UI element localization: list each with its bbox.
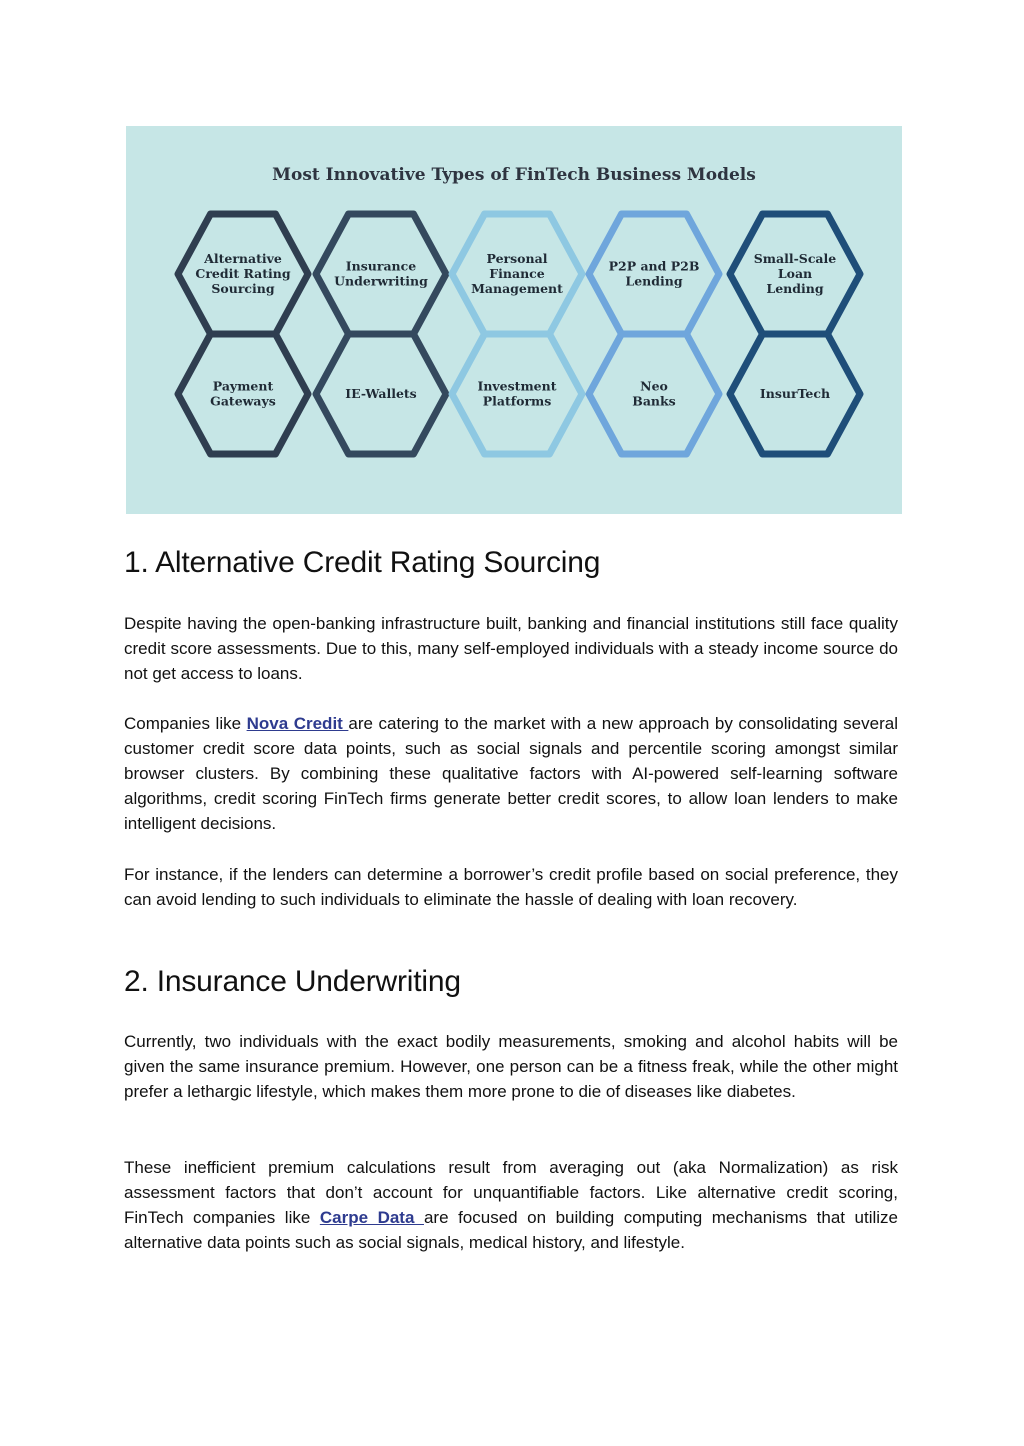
- nova-credit-link[interactable]: Nova Credit: [246, 714, 349, 733]
- hexagon-label: Personal: [486, 251, 548, 266]
- hexagon-label: Management: [471, 281, 563, 296]
- hexagon-label: Banks: [632, 393, 676, 409]
- hexagon-label: Gateways: [210, 393, 276, 409]
- carpe-data-link[interactable]: Carpe Data: [319, 1208, 424, 1227]
- paragraph-text: are focused on building computing mechanisms that utilize alternative data points such as social signals, medical history, and lifestyle.: [124, 1208, 899, 1252]
- hexagon-label: IE-Wallets: [345, 386, 417, 401]
- fintech-models-figure: [126, 126, 902, 514]
- section-2-paragraph-2: [124, 1155, 898, 1255]
- hexagon-label: Loan: [777, 266, 813, 281]
- hexagon-label: Credit Rating: [195, 266, 291, 281]
- hexagon-label: Investment: [477, 378, 557, 394]
- hexagon-label: Lending: [766, 281, 824, 296]
- hexagon-label: Payment: [212, 378, 274, 394]
- section-2-paragraph-1: Currently, two individuals with the exact bodily measurements, smoking and alcohol habits will be given the same insurance premium. However, one person can be a fitness freak, while the other might prefer a lethargic lifestyle, which makes them more prone to die of diseases like diabetes.: [124, 1032, 898, 1101]
- paragraph-text: These inefficient premium calculations result from averaging out (aka Normalization) as risk assessment factors that don’t account for unquantifiable factors. Like alternative credit scoring, FinTech companies like: [124, 1158, 898, 1227]
- hexagon-label: Finance: [489, 266, 545, 281]
- hexagon-label: InsurTech: [759, 386, 831, 401]
- paragraph-text: are catering to the market with a new approach by consolidating several customer credit score data points, such as social signals and percentile scoring amongst similar browser clusters. By combining these qualitative factors with AI-powered self-learning software algorithms, credit scoring FinTech firms generate better credit scores, to allow loan lenders to make intelligent decisions.: [124, 714, 898, 833]
- section-1-heading: 1. Alternative Credit Rating Sourcing: [124, 546, 601, 579]
- hexagon-label: Insurance: [345, 258, 417, 274]
- paragraph-text: Companies like: [124, 714, 247, 733]
- hexagon-label: P2P and P2B: [608, 258, 700, 274]
- section-2-heading: 2. Insurance Underwriting: [124, 965, 461, 998]
- figure-title: Most Innovative Types of FinTech Business Models: [272, 165, 756, 185]
- section-1-paragraph-3: For instance, if the lenders can determine a borrower’s credit profile based on social preference, they can avoid lending to such individuals to eliminate the hassle of dealing with loan recovery.: [124, 865, 898, 909]
- section-1-paragraph-1: Despite having the open-banking infrastructure built, banking and financial institutions still face quality credit score assessments. Due to this, many self-employed individuals with a steady income source do not get access to loans.: [124, 614, 898, 683]
- hexagon-label: Underwriting: [334, 273, 428, 289]
- hexagon-label: Platforms: [482, 393, 552, 409]
- hexagon-label: Neo: [640, 378, 668, 394]
- hexagon-diagram: [126, 126, 902, 514]
- hexagon-label: Sourcing: [211, 281, 275, 296]
- hexagon-label: Small-Scale: [753, 251, 837, 266]
- section-1-paragraph-2: [124, 711, 898, 836]
- hexagon-label: Lending: [625, 273, 683, 289]
- hexagon-label: Alternative: [204, 251, 282, 266]
